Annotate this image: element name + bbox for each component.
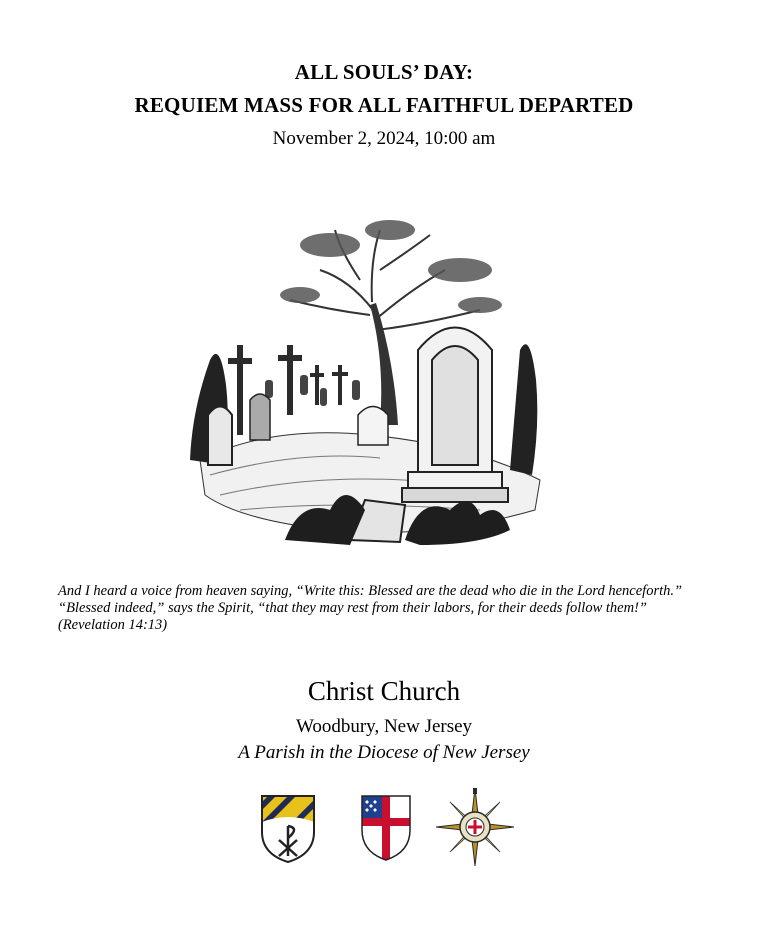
cemetery-illustration — [180, 210, 560, 560]
diocese-line: A Parish in the Diocese of New Jersey — [238, 742, 530, 763]
episcopal-shield-icon — [360, 794, 412, 862]
parish-shield-icon — [260, 794, 316, 864]
title-line-2: REQUIEM MASS FOR ALL FAITHFUL DEPARTED — [134, 93, 634, 117]
church-location: Woodbury, New Jersey — [295, 716, 473, 737]
scripture-quote: And I heard a voice from heaven saying, “Write this: Blessed are the dead who die in the Lord henceforth.” “Blessed indeed,” says the Spirit, “that they may rest from their labors, for their deeds follow them!” (Revelation 14:13) — [58, 583, 683, 633]
title-line-1: ALL SOULS’ DAY: — [294, 60, 474, 84]
compass-rose-icon — [434, 786, 516, 868]
service-date: November 2, 2024, 10:00 am — [272, 128, 496, 149]
church-name: Christ Church — [307, 676, 461, 706]
